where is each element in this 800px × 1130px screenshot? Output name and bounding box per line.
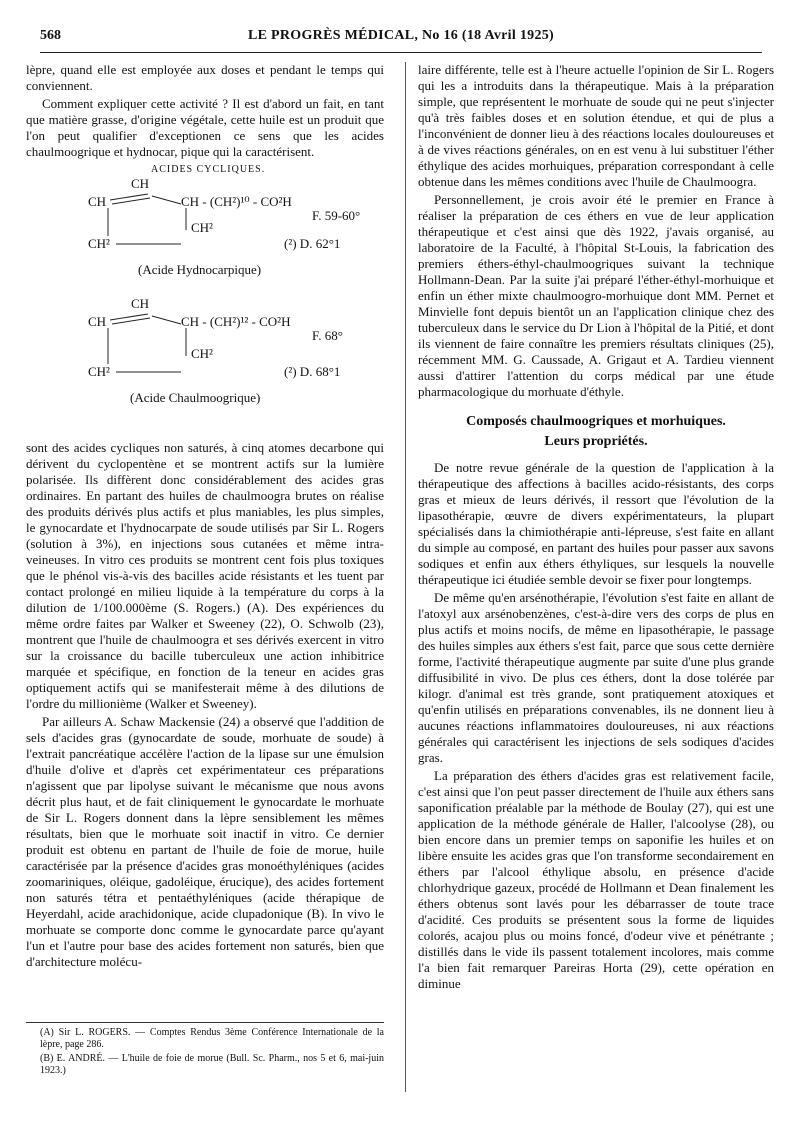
paragraph: Comment expliquer cette activité ? Il est d'abord un fait, en tant que matière grasse, d'origine végétale, cette huile est un produit que l'on peut qualifier d'exceptionen ce sens que les acides chaulmoogrique et hydnocar, pique qui la caractérisent. (26, 96, 384, 159)
formula-atom: CH² (191, 220, 213, 235)
paragraph: De même qu'en arsénothérapie, l'évolution s'est faite en allant de l'atoxyl aux arsénobenzènes, c'est-à-dire vers des corps de plus en plus actifs et moins nocifs, de même en lipasothérapie, le passage des huiles simples aux éthers s'est fait, parce que sous cette dernière forme, l'activité thérapeutique augmente par suite d'une plus grande diffusibilité in vivo. De plus ces éthers, dont la dose tolérée par kilogr. d'animal est très grande, sont pratiquement atoxiques et qu'enfin utilisés en préparations convenables, ils ne donnent lieu à aucunes réactions inflammatoires douloureuses, ni aux réactions générales qui caractérisent les injections de sels sodiques d'acides gras. (418, 590, 774, 765)
melting-point: F. 59-60° (312, 208, 361, 223)
left-column (26, 62, 384, 972)
paragraph: Personnellement, je crois avoir été le premier en France à réaliser la préparation de ces éthers en vue de leur application thérapeutique et c'est ainsi que dès 1922, j'avais organisé, au laboratoire de la Faculté, à l'hôpital St-Louis, la fabrication des premiers éthers-éthyl-chaulmoogriques suivant la technique Hollmann-Dean. Par la suite j'ai préparé l'éther-éthyl-morhuique et enfin un éther mixte chaulmoogro-morhuique dont MM. Pernet et Minvielle font depuis bientôt un an l'application clinique chez des tuberculeux dans le service du Dr Lion à l'hôpital de la Pitié, et dont ils viennent de faire connaître les premiers résultats cliniques (25), récemment MM. G. Caussade, A. Grigaut et A. Tardieu viennent aussi d'attirer l'attention du corps médical par une étude pharmacologique du morhuate d'éthyle. (418, 192, 774, 399)
formula-heading: ACIDES CYCLIQUES. (151, 164, 266, 175)
paragraph: De notre revue générale de la question de l'application à la thérapeutique des affections à bacilles acido-résistants, des corps gras et mieux de leurs dérivés, il ressort que l'évolution de la lipasothérapie, œuvre de divers expérimentateurs, la plupart spécialisés dans la chimiothérapie anti-lépreuse, s'est faite en allant du simple au composé, en partant des huiles pour passer aux savons sodiques et enfin aux éthers éthyliques, sur lesquels la nouvelle thérapeutique ici étudiée semble devoir se fixer pour longtemps. (418, 460, 774, 587)
paragraph: Par ailleurs A. Schaw Mackensie (24) a observé que l'addition de sels d'acides gras (gynocardate de soude, morhuate de soude) à l'extrait pancréatique accélère l'action de la lipase sur une émulsion d'huile d'olive et d'après cet expérimentateur ces préparations n'agissent que par lipolyse suivant le mécanisme que nous avons décrit plus haut, et de fait cliniquement le gynocardate le morhuate de Sir L. Rogers donnent dans la lèpre sensiblement les mêmes résultats, bien que le morhuate soit inactif in vitro. Ce dernier produit est obtenu en partant de l'huile de foie de morue, huile caractérisée par la présence d'acides gras monoéthyléniques (acides zoomariniques, oléique, gadoléique, érucique), des acides fortement non saturés tétra et pentaéthyléniques (acide thérapique de Heyerdahl, acide arachidonique, acide clupadonique (B). In vivo le morhuate se comporte donc comme le gynocardate parce qu'ayant l'un et l'autre pour base des acides fortement non saturés, bien que d'architecture molécu- (26, 714, 384, 969)
column-divider (405, 62, 406, 1092)
formula-atom: CH (131, 176, 150, 191)
footnotes (26, 1022, 384, 1079)
paragraph: laire différente, telle est à l'heure actuelle l'opinion de Sir L. Rogers qui les a introduits dans la thérapeutique. Mais à la préparation simple, que représentent le morhuate de soude qui ne peut s'injecter qu'à très faibles doses et en solution étendue, et qui de plus a l'inconvénient de donner lieu à des réactions locales douloureuses et à de vives réactions générales, on en est venu à lui substituer l'éther éthylique des acides morhuiques, préparation correspondant à celle obtenue dans les mêmes conditions avec l'huile de Chaulmoogra. (418, 62, 774, 189)
header-rule (40, 52, 762, 53)
formula-atom: CH (88, 314, 107, 329)
footnote-rule (26, 1022, 384, 1023)
formula-chain: CH - (CH²)¹² - CO²H (181, 314, 291, 329)
paragraph: La préparation des éthers d'acides gras est relativement facile, c'est ainsi que l'on peut passer directement de l'huile aux éthers sans saponification préalable par la méthode de Boulay (27), qui est une application de la méthode générale de Haller, l'alcoolyse (28), ou bien encore dans un premier temps on saponifie les huiles et on libère ensuite les acides gras que l'on transforme secondairement en éthers par l'alcool éthylique absolu, en présence d'acide chlorhydrique gazeux, procédé de Hollmann et Dean finalement les éthers obtenus sont lavés pour les débarrasser de toute trace d'acidité. Ces produits se présentent sous la forme de liquides colorés, acajou plus ou moins foncé, d'odeur vive et pénétrante ; distillés dans le vide ils passent totalement incolores, mais comme l'a bien fait remarquer Pareiras Horta (29), cette opération en diminue (418, 768, 774, 991)
formula-atom: CH (88, 194, 107, 209)
running-title: LE PROGRÈS MÉDICAL, No 16 (18 Avril 1925) (247, 28, 555, 43)
chemical-formulas (26, 164, 384, 434)
melting-point: F. 68° (312, 328, 343, 343)
formula-atom: CH² (88, 236, 110, 251)
page-number: 568 (40, 28, 61, 43)
right-column (418, 62, 774, 994)
formula-atom: CH² (88, 364, 110, 379)
paragraph: sont des acides cycliques non saturés, à cinq atomes decarbone qui dérivent du cyclopentène et se montrent actifs sur la lumière polarisée. Ils diffèrent donc considérablement des acides gras ordinaires. En partant des huiles de chaulmoogra brutes on réalise des produits dérivés plus actifs et plus maniables, les plus simples, le gynocardate et l'hydnocarpate de soude utilisés par Sir L. Rogers (solution à 3%), en injections sous cutanées et même intra-veineuses. In vitro ces produits se montrent cent fois plus toxiques que le phénol vis-à-vis des bacilles acide résistants et les tuent par contact prolongé en milieu liquide à la température du corps à la dilution de 1/100.000ème (S. Rogers.) (A). Des expériences du même ordre faites par Walker et Sweeney (22), O. Schwolb (23), montrent que l'huile de chaulmoogra et ses dérivés exercent in vitro sur la croissance du bacille tuberculeux une action inhibitrice marquée et spécifique, en fonction de la teneur en acides gras optiquement actifs qui se manifesterait même à des dilutions de l'ordre du millionième (Walker et Sweeney). (26, 440, 384, 711)
section-heading-line: Leurs propriétés. (544, 434, 648, 449)
section-heading-line: Composés chaulmoogriques et morhuiques. (466, 414, 726, 429)
formula-atom: CH² (191, 346, 213, 361)
footnote: (B) E. ANDRÉ. — L'huile de foie de morue (Bull. Sc. Pharm., nos 5 et 6, mai-juin 1923.) (40, 1053, 384, 1076)
page-header (40, 28, 762, 50)
formula-name: (Acide Chaulmoogrique) (130, 390, 261, 405)
formula-name: (Acide Hydnocarpique) (138, 262, 262, 277)
formula-atom: CH (131, 296, 150, 311)
paragraph: lèpre, quand elle est employée aux doses et pendant le temps qui conviennent. (26, 62, 384, 93)
section-heading (418, 412, 774, 452)
footnote: (A) Sir L. ROGERS. — Comptes Rendus 3ème Conférence Internationale de la lèpre, page 286. (40, 1027, 384, 1050)
rotation-value: (²) D. 68°1 (284, 364, 341, 379)
formula-chain: CH - (CH²)¹⁰ - CO²H (181, 194, 292, 209)
rotation-value: (²) D. 62°1 (284, 236, 341, 251)
